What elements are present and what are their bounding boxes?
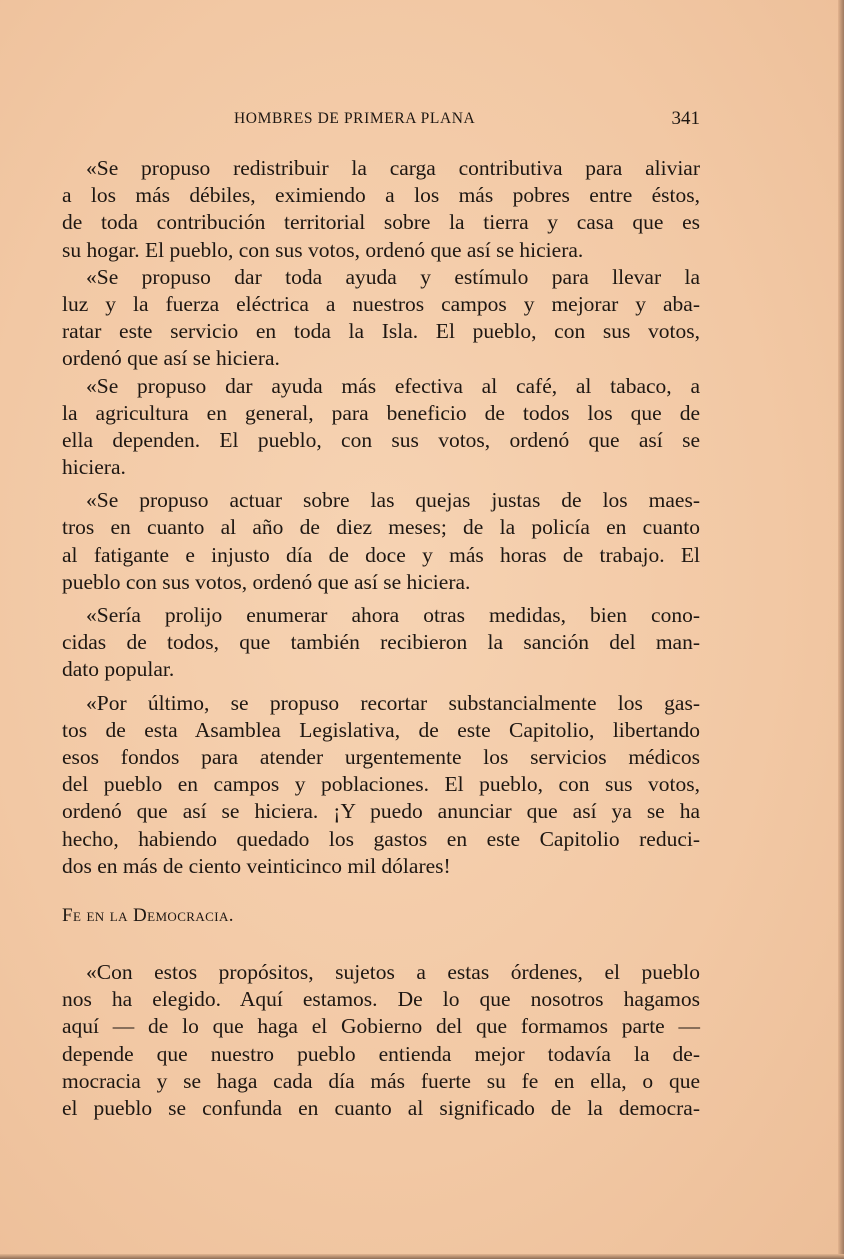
text-line: depende que nuestro pueblo entienda mejor todavía la de-: [62, 1041, 700, 1066]
text-line: nos ha elegido. Aquí estamos. De lo que nosotros hagamos: [62, 987, 700, 1012]
text-line: la agricultura en general, para beneficio de todos los que de: [62, 400, 700, 425]
text-line: «Se propuso dar toda ayuda y estímulo para llevar la: [86, 264, 700, 289]
body-text: [62, 155, 700, 880]
text-line: cidas de todos, que también recibieron la sanción del man-: [62, 630, 700, 655]
page-header: [62, 110, 700, 136]
text-line: «Con estos propósitos, sujetos a estas órdenes, el pueblo: [86, 960, 700, 984]
text-line: mocracia y se haga cada día más fuerte su fe en ella, o que: [62, 1068, 700, 1093]
text-line: hecho, habiendo quedado los gastos en este Capitolio reduci-: [62, 826, 700, 851]
text-line: esos fondos para atender urgentemente los servicios médicos: [62, 744, 700, 769]
text-line: ordenó que así se hiciera. ¡Y puedo anunciar que así ya se ha: [62, 799, 700, 824]
text-line: «Se propuso redistribuir la carga contributiva para aliviar: [86, 156, 700, 180]
section-body-text: [62, 959, 700, 1122]
text-line: a los más débiles, eximiendo a los más pobres entre éstos,: [62, 183, 700, 208]
text-line: su hogar. El pueblo, con sus votos, ordenó que así se hiciera.: [62, 237, 584, 262]
page-number: 341: [671, 108, 700, 129]
page-edge-right: [838, 0, 844, 1259]
text-line: dos en más de ciento veinticinco mil dólares!: [62, 853, 451, 878]
text-line: pueblo con sus votos, ordenó que así se hiciera.: [62, 569, 471, 594]
running-head: HOMBRES DE PRIMERA PLANA: [234, 110, 476, 127]
text-line: «Por último, se propuso recortar substancialmente los gas-: [86, 690, 700, 715]
text-line: el pueblo se confunda en cuanto al significado de la democra-: [62, 1095, 700, 1120]
page-edge-bottom: [0, 1254, 844, 1259]
text-line: tos de esta Asamblea Legislativa, de este Capitolio, libertando: [62, 717, 700, 742]
text-line: ella dependen. El pueblo, con sus votos, ordenó que así se: [62, 427, 700, 452]
text-line: ordenó que así se hiciera.: [62, 346, 280, 371]
text-line: «Sería prolijo enumerar ahora otras medidas, bien cono-: [86, 603, 700, 627]
text-line: dato popular.: [62, 657, 175, 682]
text-line: aquí — de lo que haga el Gobierno del que formamos parte —: [62, 1014, 700, 1039]
text-line: «Se propuso actuar sobre las quejas justas de los maes-: [86, 488, 700, 513]
text-line: tros en cuanto al año de diez meses; de la policía en cuanto: [62, 515, 700, 540]
text-line: al fatigante e injusto día de doce y más horas de trabajo. El: [62, 542, 700, 567]
text-line: de toda contribución territorial sobre la tierra y casa que es: [62, 210, 700, 235]
text-line: hiciera.: [62, 455, 126, 480]
text-line: «Se propuso dar ayuda más efectiva al café, al tabaco, a: [86, 373, 700, 398]
section-heading: Fe en la Democracia.: [62, 905, 234, 926]
text-line: del pueblo en campos y poblaciones. El pueblo, con sus votos,: [62, 772, 700, 797]
text-line: ratar este servicio en toda la Isla. El pueblo, con sus votos,: [62, 319, 700, 344]
text-line: luz y la fuerza eléctrica a nuestros campos y mejorar y aba-: [62, 291, 700, 316]
